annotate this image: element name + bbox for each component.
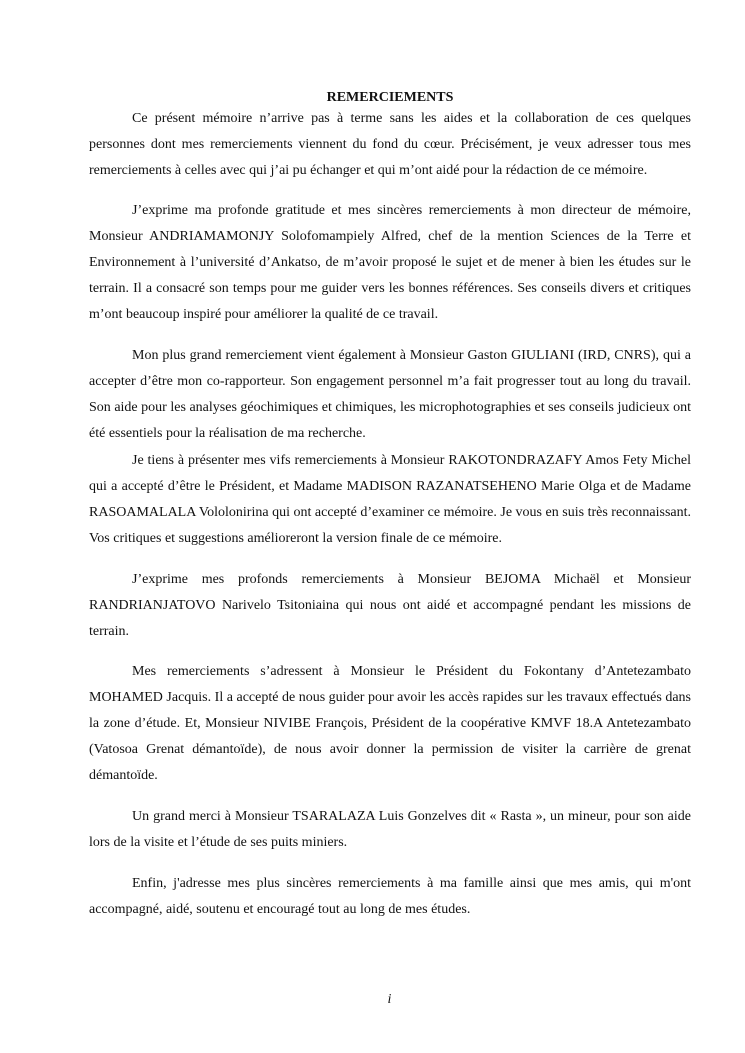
paragraph-co-rapporteur: Mon plus grand remerciement vient également à Monsieur Gaston GIULIANI (IRD, CNRS), qui a accepter d’être mon co-rapporteur. Son engagement personnel m’a fait progresser tout au long du travail. Son aide pour les analyses géochimiques et chimiques, les microphotographies et ses conseils judicieux ont été essentiels pour la réalisation de ma recherche.	[89, 348, 691, 441]
paragraph-jury: Je tiens à présenter mes vifs remerciements à Monsieur RAKOTONDRAZAFY Amos Fety Michel qui a accepté d’être le Président, et Madame MADISON RAZANATSEHENO Marie Olga et de Madame RASOAMALALA Vololonirina qui ont accepté d’examiner ce mémoire. Je vous en suis très reconnaissant. Vos critiques et suggestions amélioreront la version finale de ce mémoire.	[89, 453, 691, 546]
paragraph-family: Enfin, j'adresse mes plus sincères remerciements à ma famille ainsi que mes amis, qui m'ont accompagné, aidé, soutenu et encouragé tout au long de mes études.	[89, 876, 691, 917]
paragraph-miner: Un grand merci à Monsieur TSARALAZA Luis Gonzelves dit « Rasta », un mineur, pour son aide lors de la visite et l’étude de ses puits miniers.	[89, 809, 691, 850]
paragraph-fokontany: Mes remerciements s’adressent à Monsieur le Président du Fokontany d’Antetezambato MOHAMED Jacquis. Il a accepté de nous guider pour avoir les accès rapides sur les travaux effectués dans la zone d’étude. Et, Monsieur NIVIBE François, Président de la coopérative KMVF 18.A Antetezambato (Vatosoa Grenat démantoïde), de nous avoir donner la permission de visiter la carrière de grenat démantoïde.	[89, 664, 691, 783]
page-number: i	[387, 992, 392, 1007]
page-title: REMERCIEMENTS	[326, 90, 454, 105]
paragraph-field-missions: J’exprime mes profonds remerciements à Monsieur BEJOMA Michaël et Monsieur RANDRIANJATOVO Narivelo Tsitoniaina qui nous ont aidé et accompagné pendant les missions de terrain.	[89, 572, 691, 639]
paragraph-director: J’exprime ma profonde gratitude et mes sincères remerciements à mon directeur de mémoire, Monsieur ANDRIAMAMONJY Solofomampiely Alfred, chef de la mention Sciences de la Terre et Environnement à l’université d’Ankatso, de m’avoir proposé le sujet et de mener à bien les études sur le terrain. Il a consacré son temps pour me guider vers les bonnes références. Ses conseils divers et critiques m’ont beaucoup inspiré pour améliorer la qualité de ce travail.	[89, 203, 691, 322]
paragraph-intro: Ce présent mémoire n’arrive pas à terme sans les aides et la collaboration de ces quelques personnes dont mes remerciements viennent du fond du cœur. Précisément, je veux adresser tous mes remerciements à celles avec qui j’ai pu échanger et qui m’ont aidé pour la rédaction de ce mémoire.	[89, 111, 691, 178]
